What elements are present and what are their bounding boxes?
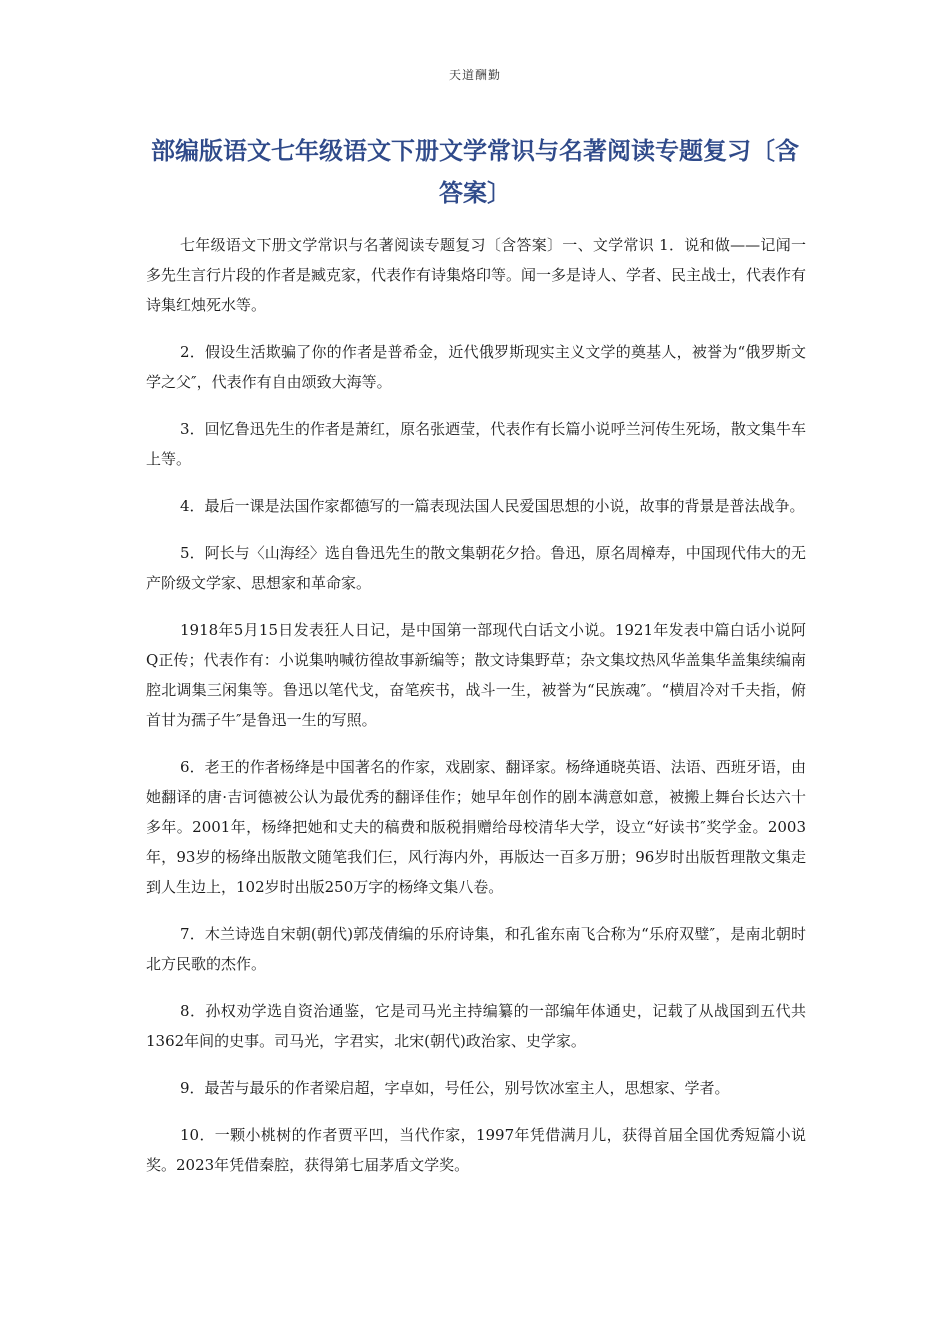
paragraph: 7．木兰诗选自宋朝(朝代)郭茂倩编的乐府诗集，和孔雀东南飞合称为“乐府双璧″，是南北朝时北方民歌的杰作。 [146,925,806,973]
paragraph: 6．老王的作者杨绛是中国著名的作家，戏剧家、翻译家。杨绛通晓英语、法语、西班牙语，由她翻译的唐·吉诃德被公认为最优秀的翻译佳作；她早年创作的剧本满意如意，被搬上舞台长达六十多年。2001年，杨绛把她和丈夫的稿费和版税捐赠给母校清华大学，设立“好读书″奖学金。2003年，93岁的杨绛出版散文随笔我们仨，风行海内外，再版达一百多万册；96岁时出版哲理散文集走到人生边上，102岁时出版250万字的杨绛文集八卷。 [146,758,806,896]
paragraph: 10．一颗小桃树的作者贾平凹，当代作家，1997年凭借满月儿，获得首届全国优秀短篇小说奖。2023年凭借秦腔，获得第七届茅盾文学奖。 [146,1126,806,1174]
paragraph: 9．最苦与最乐的作者梁启超，字卓如，号任公，别号饮冰室主人，思想家、学者。 [180,1079,730,1097]
paragraph: 3．回忆鲁迅先生的作者是萧红，原名张迺莹，代表作有长篇小说呼兰河传生死场，散文集牛车上等。 [146,420,806,468]
document-body [146,230,806,1197]
paragraph: 1918年5月15日发表狂人日记，是中国第一部现代白话文小说。1921年发表中篇白话小说阿Q正传；代表作有：小说集呐喊彷徨故事新编等；散文诗集野草；杂文集坟热风华盖集华盖集续编南腔北调集三闲集等。鲁迅以笔代戈，奋笔疾书，战斗一生，被誉为“民族魂″。“横眉冷对千夫指，俯首甘为孺子牛″是鲁迅一生的写照。 [146,621,806,729]
paragraph: 8．孙权劝学选自资治通鉴，它是司马光主持编纂的一部编年体通史，记载了从战国到五代共1362年间的史事。司马光，字君实，北宋(朝代)政治家、史学家。 [146,1002,806,1050]
paragraph: 4．最后一课是法国作家都德写的一篇表现法国人民爱国思想的小说，故事的背景是普法战争。 [180,497,805,515]
paragraph: 七年级语文下册文学常识与名著阅读专题复习〔含答案〕一、文学常识 1．说和做——记闻一多先生言行片段的作者是臧克家，代表作有诗集烙印等。闻一多是诗人、学者、民主战士，代表作有诗集红烛死水等。 [146,236,807,314]
document-title: 部编版语文七年级语文下册文学常识与名著阅读专题复习〔含答案〕 [151,137,799,207]
page-header: 天道酬勤 [448,68,501,82]
paragraph: 2．假设生活欺骗了你的作者是普希金，近代俄罗斯现实主义文学的奠基人，被誉为“俄罗斯文学之父″，代表作有自由颂致大海等。 [146,343,806,391]
paragraph: 5．阿长与〈山海经〉选自鲁迅先生的散文集朝花夕拾。鲁迅，原名周樟寿，中国现代伟大的无产阶级文学家、思想家和革命家。 [146,544,806,592]
